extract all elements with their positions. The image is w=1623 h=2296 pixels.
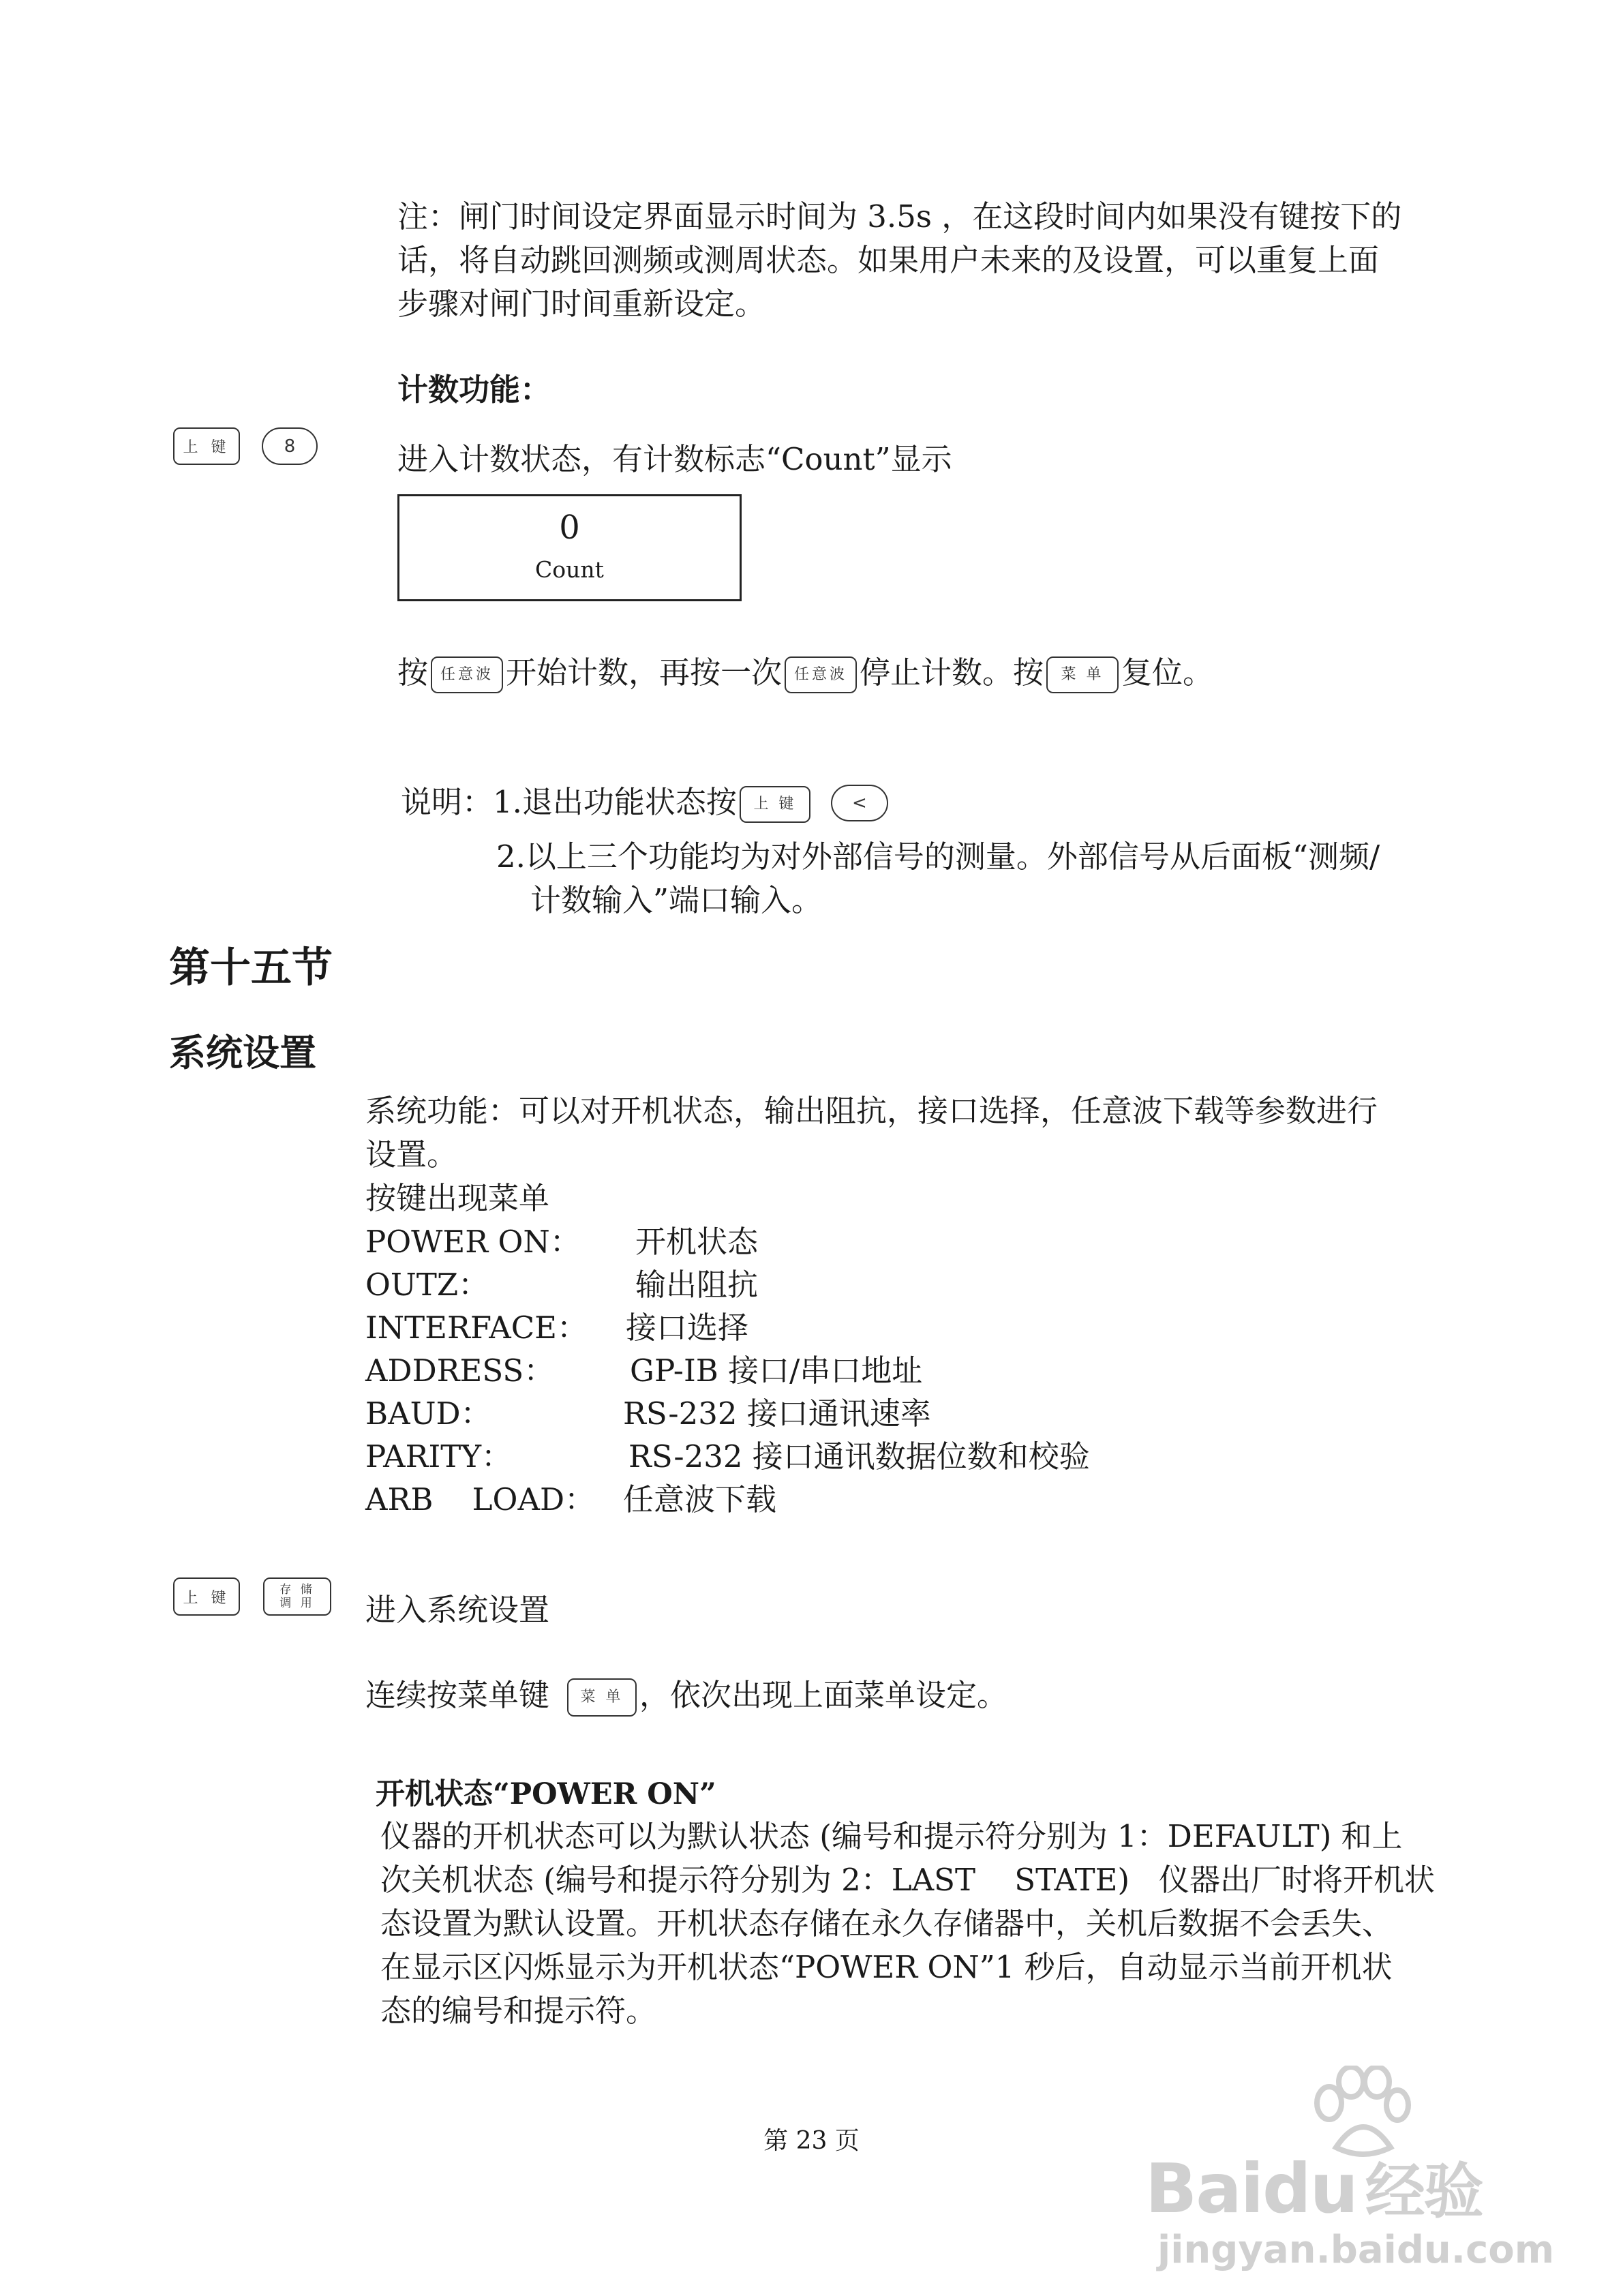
baidu-watermark — [1145, 2066, 1581, 2270]
menu-desc: RS-232 接口通讯速率 — [623, 1395, 931, 1432]
menu-item — [365, 1265, 1183, 1305]
count-heading: 计数功能： — [397, 372, 551, 408]
shift-key[interactable]: 上 键 — [173, 427, 240, 465]
count-remark-line1 — [401, 781, 891, 824]
menu-item — [365, 1436, 1252, 1477]
menu-item — [365, 1393, 1183, 1434]
section-title: 第十五节 — [169, 944, 333, 992]
continue-text: 连续按菜单键 — [365, 1677, 550, 1713]
system-intro — [365, 1089, 1470, 1177]
watermark-brand: Baidu 经验 — [1145, 2149, 1483, 2229]
note-line: 注：闸门时间设定界面显示时间为 3.5s ，在这段时间内如果没有键按下的 — [397, 198, 1402, 235]
power-on-line: 次关机状态 (编号和提示符分别为 2：LAST STATE) 仪器出厂时将开机状 — [380, 1862, 1435, 1898]
menu-key: OUTZ： — [365, 1267, 489, 1303]
power-on-heading: 开机状态“POWER ON” — [376, 1777, 716, 1811]
shift-key[interactable]: 上 键 — [173, 1577, 240, 1616]
power-on-line: 态设置为默认设置。开机状态存储在永久存储器中，关机后数据不会丢失、 — [380, 1905, 1393, 1942]
recall-label: 调 用 — [279, 1597, 315, 1610]
menu-heading: 按键出现菜单 — [365, 1180, 550, 1216]
watermark-url: jingyan.baidu.com — [1157, 2228, 1555, 2272]
menu-key: BAUD： — [365, 1395, 491, 1432]
intro-line: 系统功能：可以对开机状态，输出阻抗，接口选择，任意波下载等参数进行 — [365, 1093, 1378, 1129]
arb-key[interactable]: 任意波 — [785, 656, 857, 693]
note-line: 步骤对闸门时间重新设定。 — [397, 286, 766, 322]
power-on-paragraph — [380, 1815, 1471, 2033]
continue-text: ，依次出现上面菜单设定。 — [639, 1677, 1008, 1713]
instr-text: 按 — [397, 654, 429, 691]
menu-key: ARB LOAD： — [365, 1481, 596, 1517]
remark-text: 说明：1.退出功能状态按 — [401, 784, 737, 820]
note-line: 话，将自动跳回测频或测周状态。如果用户未来的及设置，可以重复上面 — [397, 242, 1380, 278]
menu-key: PARITY： — [365, 1438, 513, 1475]
count-instruction — [397, 651, 1213, 695]
power-on-line: 在显示区闪烁显示为开机状态“POWER ON”1 秒后，自动显示当前开机状 — [380, 1949, 1393, 1985]
menu-item — [365, 1222, 1183, 1263]
arb-key[interactable]: 任意波 — [431, 656, 503, 693]
menu-key: INTERFACE： — [365, 1310, 588, 1346]
store-recall-key[interactable] — [263, 1577, 331, 1616]
menu-key[interactable]: 菜 单 — [567, 1678, 637, 1717]
instr-text: 停止计数。按 — [860, 654, 1044, 691]
page-number: 第 23 页 — [763, 2127, 860, 2155]
menu-desc: RS-232 接口通讯数据位数和校验 — [628, 1438, 1090, 1475]
shift-key[interactable]: 上 键 — [740, 786, 810, 823]
menu-continue — [365, 1674, 1007, 1717]
section-subtitle: 系统设置 — [169, 1031, 316, 1074]
count-remark-line3: 计数输入”端口输入。 — [530, 882, 823, 918]
count-enter-text: 进入计数状态，有计数标志“Count”显示 — [397, 441, 952, 477]
left-arrow-key[interactable]: < — [831, 785, 888, 821]
count-display-label: Count — [535, 556, 604, 583]
digit-8-key[interactable]: 8 — [262, 427, 318, 465]
instr-text: 开始计数，再按一次 — [506, 654, 783, 691]
count-remark-line2: 2.以上三个功能均为对外部信号的测量。外部信号从后面板“测频/ — [496, 839, 1380, 875]
menu-key: ADDRESS： — [365, 1353, 555, 1389]
intro-line: 设置。 — [365, 1136, 458, 1173]
menu-desc: 开机状态 — [635, 1224, 759, 1260]
menu-desc: 接口选择 — [626, 1310, 749, 1346]
menu-item — [365, 1308, 1183, 1348]
menu-desc: 任意波下载 — [623, 1481, 777, 1517]
instr-text: 复位。 — [1121, 654, 1214, 691]
count-display — [397, 494, 742, 601]
note-paragraph — [397, 195, 1461, 326]
menu-item — [365, 1479, 1183, 1520]
system-enter-text: 进入系统设置 — [365, 1592, 550, 1628]
count-display-value: 0 — [559, 509, 580, 547]
store-label: 存 储 — [279, 1583, 315, 1597]
menu-key: POWER ON： — [365, 1224, 581, 1260]
power-on-line: 态的编号和提示符。 — [380, 1993, 657, 2029]
menu-desc: GP-IB 接口/串口地址 — [630, 1353, 923, 1389]
menu-key[interactable]: 菜 单 — [1046, 656, 1119, 693]
menu-item — [365, 1350, 1183, 1391]
menu-desc: 输出阻抗 — [635, 1267, 759, 1303]
power-on-line: 仪器的开机状态可以为默认状态 (编号和提示符分别为 1：DEFAULT) 和上 — [380, 1818, 1403, 1854]
